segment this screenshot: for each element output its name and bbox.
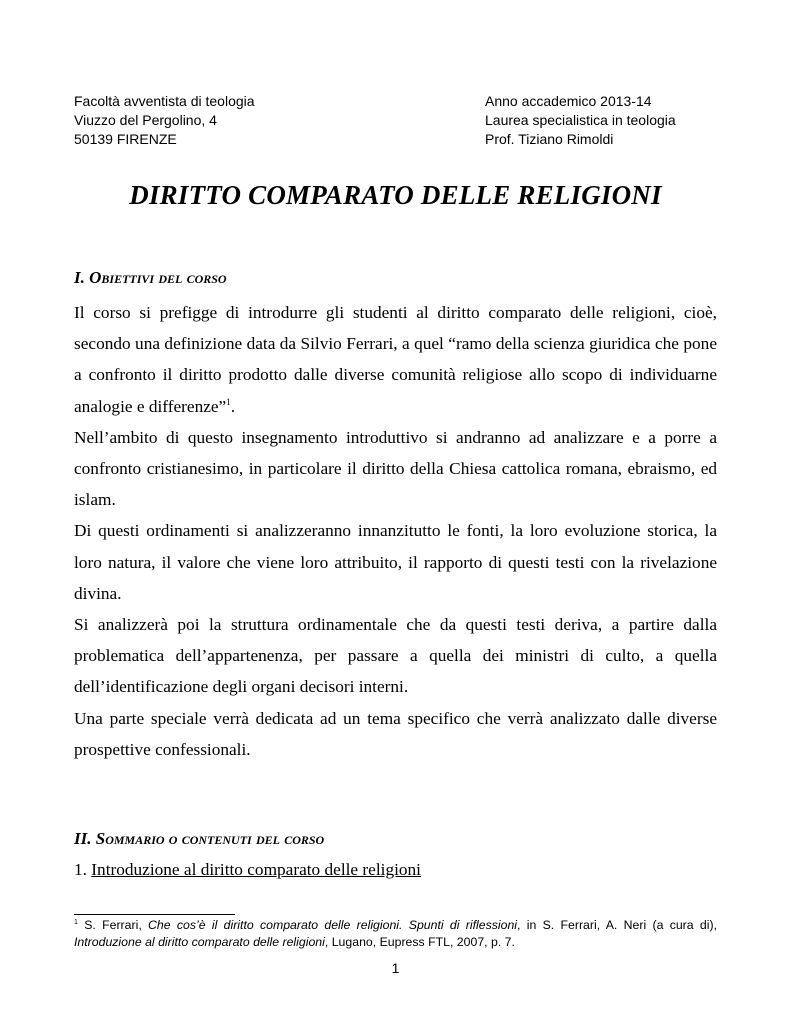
document-title: DIRITTO COMPARATO DELLE RELIGIONI — [129, 180, 662, 210]
section-number: I. — [74, 268, 85, 287]
item-title: Introduzione al diritto comparato delle religioni — [91, 860, 421, 879]
academic-year: Anno accademico 2013-14 — [485, 93, 652, 109]
item-number: 1. — [74, 860, 87, 879]
institution-name: Facoltà avventista di teologia — [74, 93, 255, 109]
page-number: 1 — [391, 960, 400, 976]
book-title: Introduzione al diritto comparato delle religioni — [74, 934, 325, 949]
section-number: II. — [74, 829, 92, 848]
institution-address — [74, 92, 255, 149]
course-info — [485, 92, 676, 149]
professor-name: Prof. Tiziano Rimoldi — [485, 131, 614, 147]
section-heading-objectives — [74, 268, 227, 288]
paragraph: Nell’ambito di questo insegnamento introduttivo si andranno ad analizzare e a porre a confronto cristianesimo, in particolare il diritto della Chiesa cattolica romana, ebraismo, ed islam. — [74, 427, 717, 510]
city-address: 50139 FIRENZE — [74, 131, 177, 147]
paragraph: Una parte speciale verrà dedicata ad un tema specifico che verrà analizzato dalle diverse prospettive confessionali. — [74, 708, 717, 759]
footnote-reference[interactable]: 1 — [226, 396, 231, 407]
footnote-marker: 1 — [74, 919, 78, 926]
section-heading-contents — [74, 829, 324, 849]
degree-program: Laurea specialistica in teologia — [485, 112, 676, 128]
street-address: Viuzzo del Pergolino, 4 — [74, 112, 217, 128]
section-title: Obiettivi del corso — [89, 268, 227, 287]
list-item — [74, 860, 421, 880]
paragraph: Il corso si prefigge di introdurre gli studenti al diritto comparato delle religioni, cioè, secondo una definizione data da Silvio Ferrari, a quel “ramo della scienza giuridica che pone a confronto il diritto prodotto dalle diverse comunità religiose allo scopo di individuarne analogie e differenze”$^1$. — [74, 303, 717, 416]
paragraph: Di questi ordinamenti si analizzeranno innanzitutto le fonti, la loro evoluzione storica, la loro natura, il valore che viene loro attribuito, il rapporto di questi testi con la rivelazione divina. — [74, 521, 717, 603]
section-title: Sommario o contenuti del corso — [95, 829, 325, 848]
objectives-body — [74, 297, 717, 765]
paragraph: Si analizzerà poi la struttura ordinamentale che da questi testi deriva, a partire dalla problematica dell’appartenenza, per passare a quella dei ministri di culto, a quella dell’identificazione degli organi decisori interni. — [74, 615, 717, 697]
footnote: $^1$ S. Ferrari, Che cos’è il diritto comparato delle religioni. Spunti di riflessioni, in S. Ferrari, A. Neri (a cura di), Introduzione al diritto comparato delle religioni, Lugano, Eupress FTL, 2007, p. 7. — [74, 918, 717, 949]
citation-title: Che cos’è il diritto comparato delle religioni. Spunti di riflessioni — [148, 918, 518, 932]
footnote-separator — [74, 914, 235, 915]
